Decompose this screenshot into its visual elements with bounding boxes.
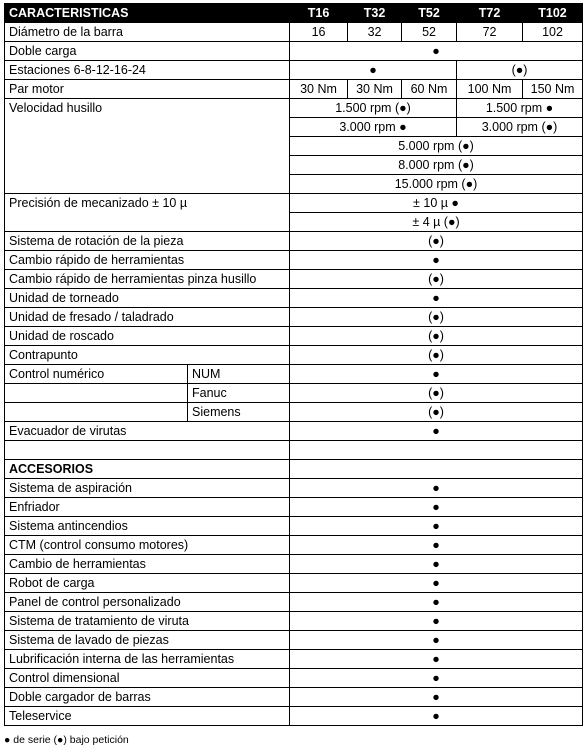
velocidad-8000: 8.000 rpm (●) (290, 156, 583, 175)
accesorio-label: Cambio de herramientas (5, 554, 290, 573)
row-accesorio (5, 516, 583, 535)
row-precision (5, 194, 583, 213)
precision-10: ± 10 µ ● (290, 194, 583, 213)
accesorio-value: ● (290, 573, 583, 592)
row-accesorio (5, 554, 583, 573)
row-feature (5, 308, 583, 327)
par-motor-t102: 150 Nm (523, 80, 583, 99)
row-feature (5, 270, 583, 289)
feature-value: (●) (290, 270, 583, 289)
accesorio-label: CTM (control consumo motores) (5, 535, 290, 554)
row-accesorio (5, 687, 583, 706)
accesorio-value: ● (290, 630, 583, 649)
row-doble-carga (5, 42, 583, 61)
control-item-value: (●) (290, 384, 583, 403)
accesorio-value: ● (290, 668, 583, 687)
accesorio-value: ● (290, 592, 583, 611)
row-par-motor (5, 80, 583, 99)
accesorio-label: Panel de control personalizado (5, 592, 290, 611)
row-control-fanuc (5, 384, 583, 403)
control-item-name: Fanuc (188, 384, 290, 403)
row-accesorio (5, 649, 583, 668)
row-feature (5, 251, 583, 270)
precision-label: Precisión de mecanizado ± 10 µ (5, 194, 290, 232)
accesorio-value: ● (290, 687, 583, 706)
row-accesorio (5, 573, 583, 592)
feature-label: Cambio rápido de herramientas pinza husillo (5, 270, 290, 289)
row-accesorio (5, 706, 583, 725)
row-control-num (5, 365, 583, 384)
row-accesorio (5, 478, 583, 497)
accesorio-label: Control dimensional (5, 668, 290, 687)
row-velocidad (5, 99, 583, 118)
accesorio-label: Robot de carga (5, 573, 290, 592)
velocidad-3000-left: 3.000 rpm ● (290, 118, 457, 137)
feature-label: Sistema de rotación de la pieza (5, 232, 290, 251)
feature-value: (●) (290, 232, 583, 251)
diametro-t52: 52 (402, 23, 457, 42)
row-spacer (5, 441, 583, 460)
accesorio-label: Doble cargador de barras (5, 687, 290, 706)
feature-value: (●) (290, 308, 583, 327)
accesorio-value: ● (290, 516, 583, 535)
par-motor-t72: 100 Nm (457, 80, 523, 99)
accesorio-label: Enfriador (5, 497, 290, 516)
control-label: Control numérico (5, 365, 188, 384)
row-diametro (5, 23, 583, 42)
diametro-t16: 16 (290, 23, 348, 42)
accesorio-label: Sistema de lavado de piezas (5, 630, 290, 649)
row-feature (5, 289, 583, 308)
par-motor-t16: 30 Nm (290, 80, 348, 99)
feature-value: (●) (290, 346, 583, 365)
doble-carga-label: Doble carga (5, 42, 290, 61)
accesorio-value: ● (290, 706, 583, 725)
row-estaciones (5, 61, 583, 80)
estaciones-opt: (●) (457, 61, 583, 80)
velocidad-15000: 15.000 rpm (●) (290, 175, 583, 194)
feature-label: Cambio rápido de herramientas (5, 251, 290, 270)
accesorio-value: ● (290, 535, 583, 554)
accesorio-label: Teleservice (5, 706, 290, 725)
par-motor-t52: 60 Nm (402, 80, 457, 99)
row-accesorio (5, 497, 583, 516)
row-accesorio (5, 611, 583, 630)
accesorio-label: Lubrificación interna de las herramientas (5, 649, 290, 668)
precision-4: ± 4 µ (●) (290, 213, 583, 232)
feature-value: (●) (290, 327, 583, 346)
accesorios-title: ACCESORIOS (5, 459, 290, 478)
velocidad-3000-right: 3.000 rpm (●) (457, 118, 583, 137)
evacuador-label: Evacuador de virutas (5, 422, 290, 441)
row-feature (5, 232, 583, 251)
velocidad-1500-left: 1.500 rpm (●) (290, 99, 457, 118)
accesorio-value: ● (290, 611, 583, 630)
accesorio-value: ● (290, 478, 583, 497)
par-motor-t32: 30 Nm (348, 80, 402, 99)
feature-label: Unidad de fresado / taladrado (5, 308, 290, 327)
control-item-value: (●) (290, 403, 583, 422)
header-title: CARACTERISTICAS (5, 4, 290, 23)
feature-value: ● (290, 289, 583, 308)
diametro-label: Diámetro de la barra (5, 23, 290, 42)
model-header-t52: T52 (402, 4, 457, 23)
accesorio-label: Sistema de tratamiento de viruta (5, 611, 290, 630)
row-accesorio (5, 630, 583, 649)
accesorio-value: ● (290, 497, 583, 516)
accesorio-value: ● (290, 649, 583, 668)
row-control-siemens (5, 403, 583, 422)
doble-carga-value: ● (290, 42, 583, 61)
spacer-cell (5, 441, 290, 460)
model-header-t32: T32 (348, 4, 402, 23)
velocidad-label: Velocidad husillo (5, 99, 290, 194)
header-row (5, 4, 583, 23)
estaciones-std: ● (290, 61, 457, 80)
feature-value: ● (290, 251, 583, 270)
row-accesorio (5, 535, 583, 554)
row-evacuador (5, 422, 583, 441)
velocidad-1500-right: 1.500 rpm ● (457, 99, 583, 118)
spacer-cell (290, 441, 583, 460)
feature-label: Contrapunto (5, 346, 290, 365)
accesorios-title-blank (290, 459, 583, 478)
diametro-t32: 32 (348, 23, 402, 42)
evacuador-value: ● (290, 422, 583, 441)
diametro-t72: 72 (457, 23, 523, 42)
control-blank-cell (5, 384, 188, 403)
row-feature (5, 327, 583, 346)
feature-label: Unidad de roscado (5, 327, 290, 346)
control-item-name: Siemens (188, 403, 290, 422)
model-header-t16: T16 (290, 4, 348, 23)
control-item-value: ● (290, 365, 583, 384)
velocidad-5000: 5.000 rpm (●) (290, 137, 583, 156)
row-feature (5, 346, 583, 365)
row-accesorios-title (5, 459, 583, 478)
spec-table (4, 3, 583, 726)
par-motor-label: Par motor (5, 80, 290, 99)
accesorio-label: Sistema de aspiración (5, 478, 290, 497)
accesorio-value: ● (290, 554, 583, 573)
estaciones-label: Estaciones 6-8-12-16-24 (5, 61, 290, 80)
diametro-t102: 102 (523, 23, 583, 42)
control-blank-cell (5, 403, 188, 422)
row-accesorio (5, 592, 583, 611)
model-header-t102: T102 (523, 4, 583, 23)
row-accesorio (5, 668, 583, 687)
legend-footnote: ● de serie (●) bajo petición (4, 734, 129, 746)
feature-label: Unidad de torneado (5, 289, 290, 308)
model-header-t72: T72 (457, 4, 523, 23)
accesorio-label: Sistema antincendios (5, 516, 290, 535)
control-item-name: NUM (188, 365, 290, 384)
